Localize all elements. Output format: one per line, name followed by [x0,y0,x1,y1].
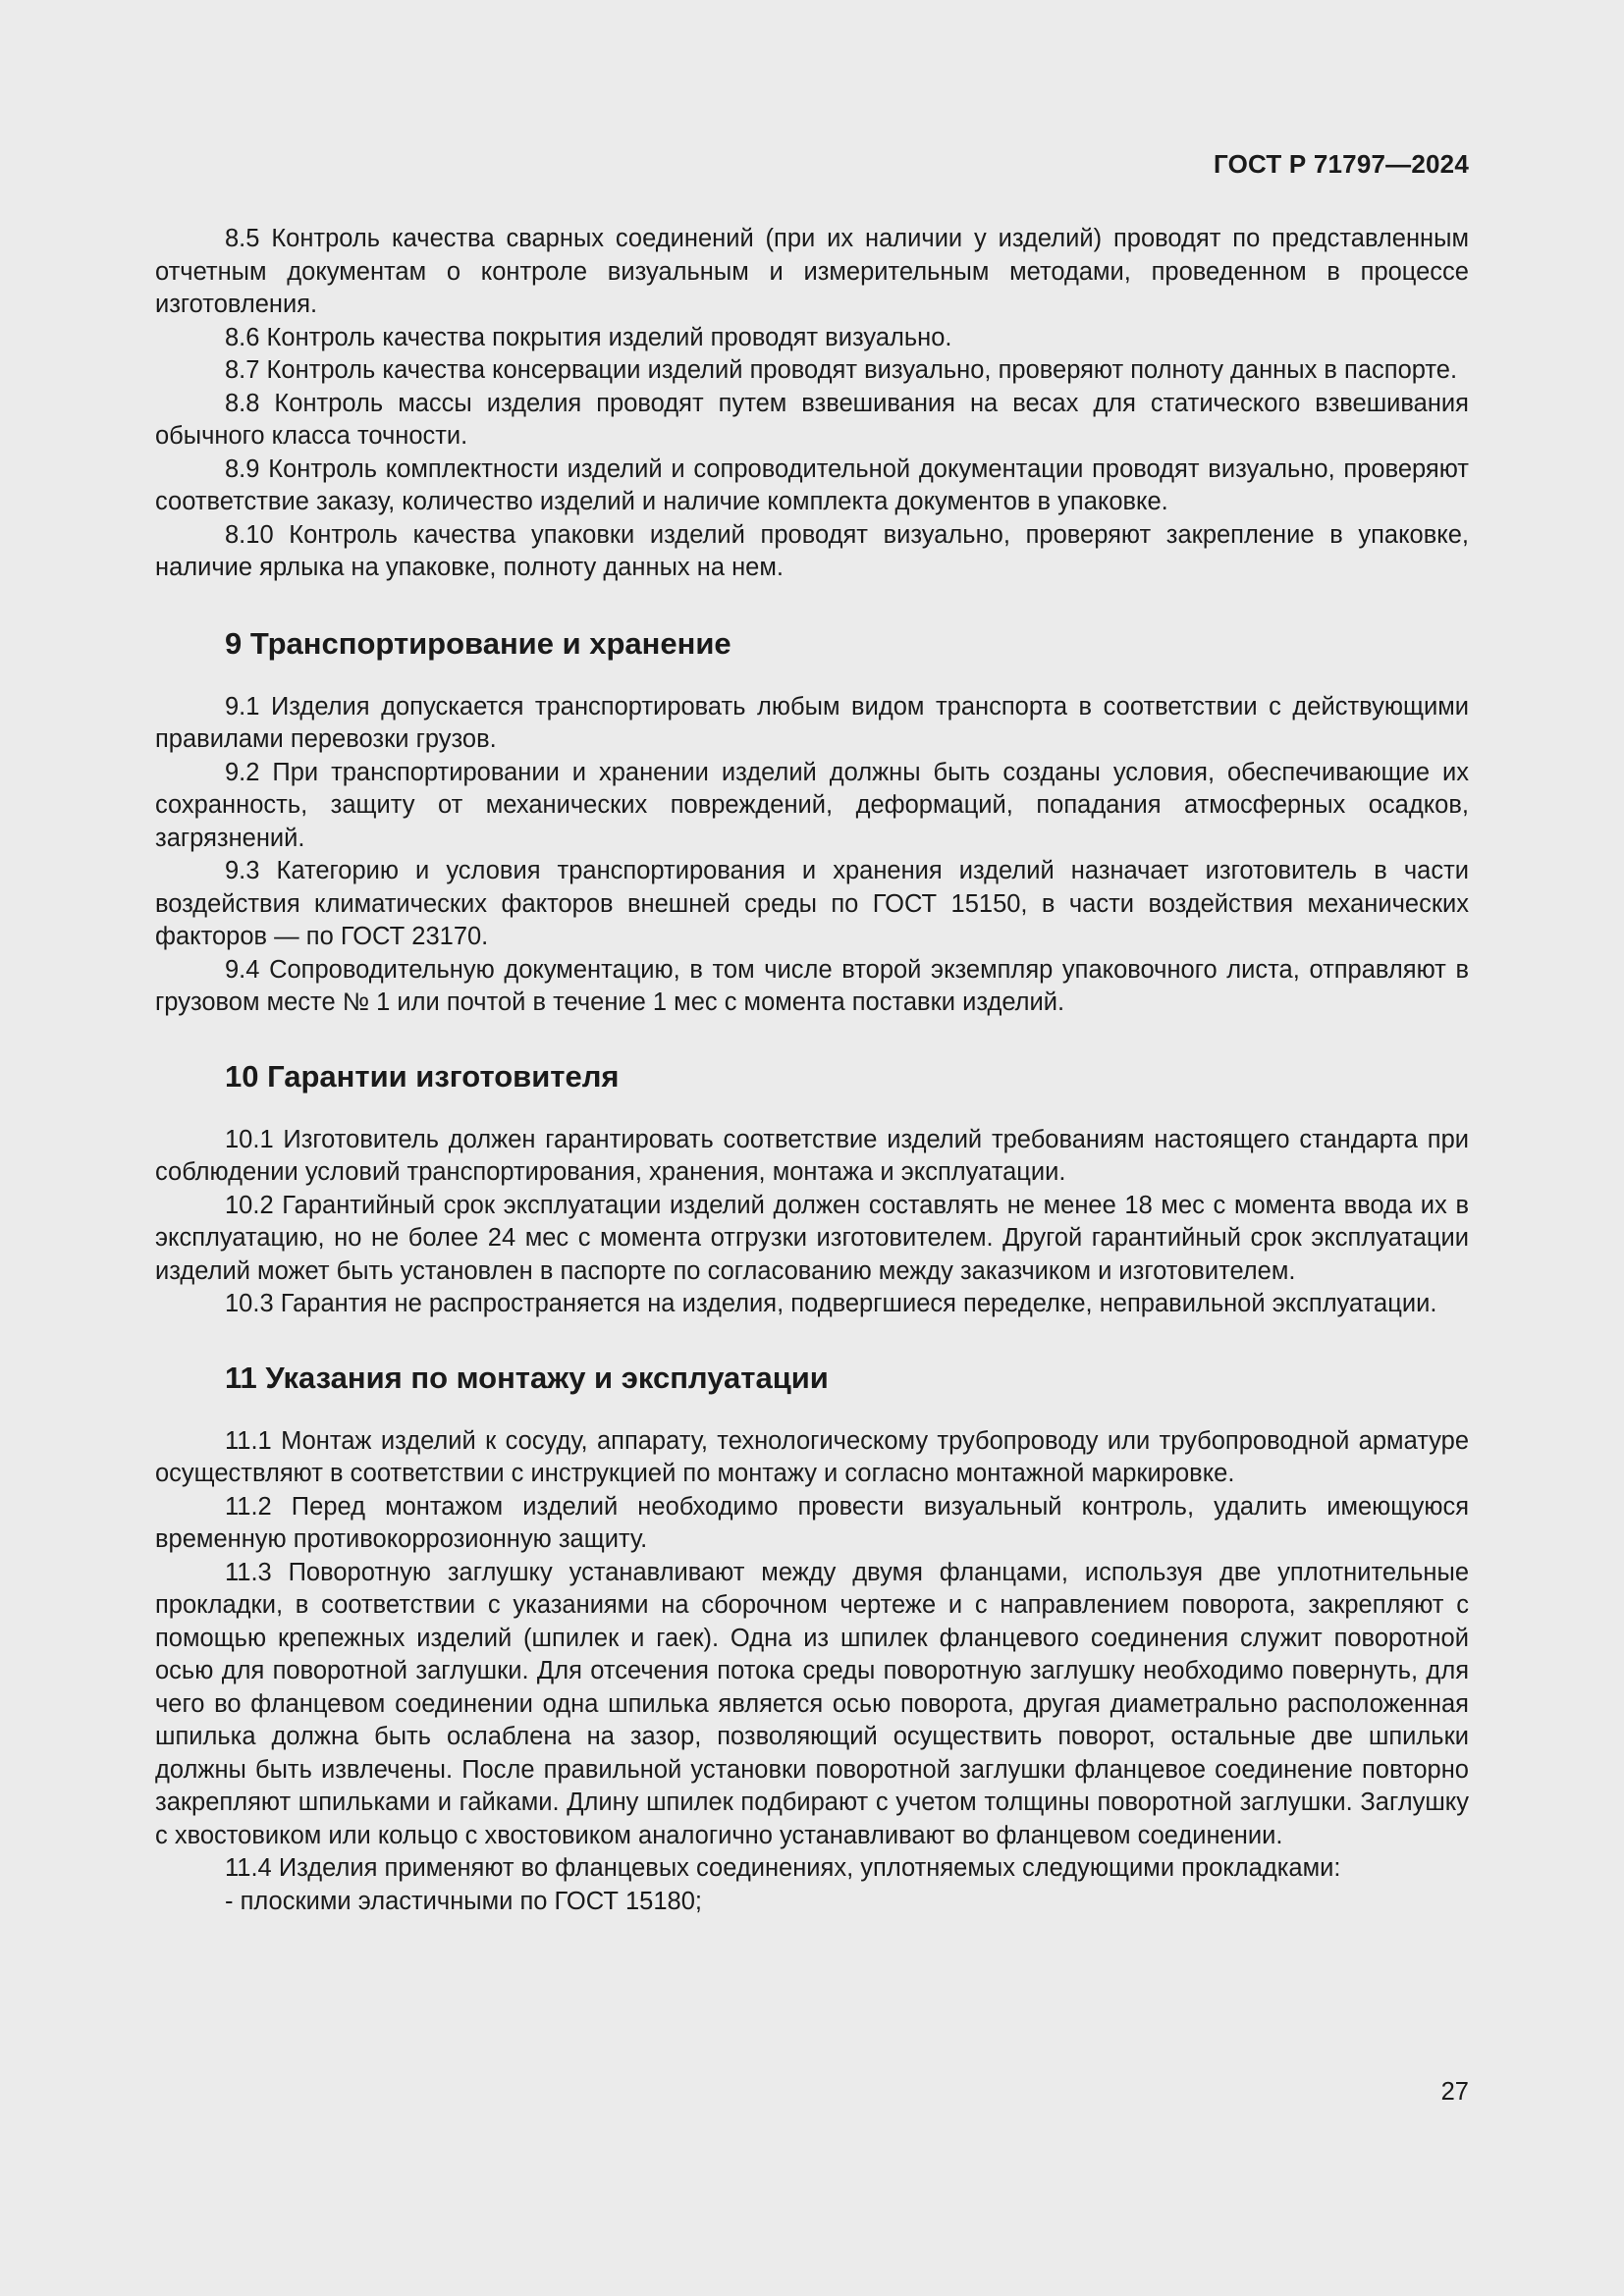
paragraph-10-2: 10.2 Гарантийный срок эксплуатации изделий должен составлять не менее 18 мес с момента ввода их в эксплуатацию, но не более 24 мес с момента отгрузки изготовителем. Другой гарантийный срок эксплуатации изделий может быть установлен в паспорте по согласованию между заказчиком и изготовителем. [155,1191,1469,1285]
paragraph-9-3: 9.3 Категорию и условия транспортирования и хранения изделий назначает изготовитель в части воздействия климатических факторов внешней среды по ГОСТ 15150, в части воздействия механических факторов — по ГОСТ 23170. [155,857,1469,950]
page-number: 27 [1440,2078,1469,2106]
paragraph-8-10: 8.10 Контроль качества упаковки изделий проводят визуально, проверяют закрепление в упаковке, наличие ярлыка на упаковке, полноту данных на нем. [155,520,1469,581]
document-body [155,223,1469,1918]
paragraph-10-1: 10.1 Изготовитель должен гарантировать соответствие изделий требованиям настоящего стандарта при соблюдении условий транспортирования, хранения, монтажа и эксплуатации. [155,1125,1469,1186]
paragraph-8-5: 8.5 Контроль качества сварных соединений (при их наличии у изделий) проводят по представленным отчетным документам о контроле визуальным и измерительным методами, проведенном в процессе изготовления. [155,225,1469,318]
paragraph-10-3: 10.3 Гарантия не распространяется на изделия, подвергшиеся переделке, неправильной эксплуатации. [225,1290,1437,1317]
document-header: ГОСТ Р 71797—2024 [1214,149,1469,179]
list-item: - плоскими эластичными по ГОСТ 15180; [225,1887,702,1915]
paragraph-9-2: 9.2 При транспортировании и хранении изделий должны быть созданы условия, обеспечивающие их сохранность, защиту от механических повреждений, деформаций, попадания атмосферных осадков, загрязнений. [155,758,1469,852]
section-heading-9: 9 Транспортирование и хранение [225,625,731,661]
paragraph-8-6: 8.6 Контроль качества покрытия изделий проводят визуально. [225,323,952,351]
paragraph-8-7: 8.7 Контроль качества консервации изделий проводят визуально, проверяют полноту данных в паспорте. [225,356,1458,384]
section-heading-10: 10 Гарантии изготовителя [225,1058,620,1094]
paragraph-11-4: 11.4 Изделия применяют во фланцевых соединениях, уплотняемых следующими прокладками: [225,1854,1341,1882]
paragraph-11-1: 11.1 Монтаж изделий к сосуду, аппарату, технологическому трубопроводу или трубопроводной арматуре осуществляют в соответствии с инструкцией по монтажу и согласно монтажной маркировке. [155,1426,1469,1487]
paragraph-8-8: 8.8 Контроль массы изделия проводят путем взвешивания на весах для статического взвешивания обычного класса точности. [155,389,1469,450]
paragraph-11-3: 11.3 Поворотную заглушку устанавливают между двумя фланцами, используя две уплотнительные прокладки, в соответствии с указаниями на сборочном чертеже и с направлением поворота, закрепляют с помощью крепежных изделий (шпилек и гаек). Одна из шпилек фланцевого соединения служит поворотной осью для поворотной заглушки. Для отсечения потока среды поворотную заглушку необходимо повернуть, для чего во фланцевом соединении одна шпилька является осью поворота, другая диаметрально расположенная шпилька должна быть ослаблена на зазор, позволяющий осуществить поворот, остальные две шпильки должны быть извлечены. После правильной установки поворотной заглушки фланцевое соединение повторно закрепляют шпильками и гайками. Длину шпилек подбирают с учетом толщины поворотной заглушки. Заглушку с хвостовиком или кольцо с хвостовиком аналогично устанавливают во фланцевом соединении. [155,1558,1469,1849]
section-heading-11: 11 Указания по монтажу и эксплуатации [225,1360,829,1395]
paragraph-9-4: 9.4 Сопроводительную документацию, в том числе второй экземпляр упаковочного листа, отправляют в грузовом месте № 1 или почтой в течение 1 мес с момента поставки изделий. [155,955,1469,1016]
paragraph-9-1: 9.1 Изделия допускается транспортировать любым видом транспорта в соответствии с действующими правилами перевозки грузов. [155,692,1469,753]
paragraph-11-2: 11.2 Перед монтажом изделий необходимо провести визуальный контроль, удалить имеющуюся временную противокоррозионную защиту. [155,1492,1469,1553]
paragraph-8-9: 8.9 Контроль комплектности изделий и сопроводительной документации проводят визуально, проверяют соответствие заказу, количество изделий и наличие комплекта документов в упаковке. [155,454,1469,515]
